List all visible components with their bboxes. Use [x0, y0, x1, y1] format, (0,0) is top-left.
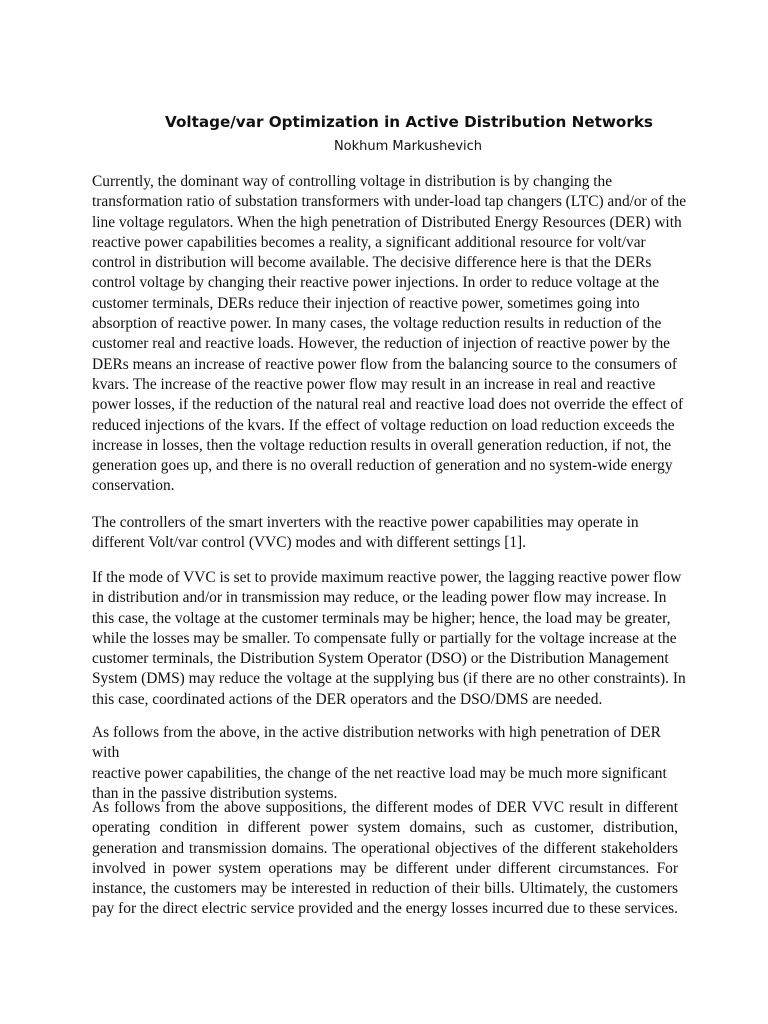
body-paragraph-3: If the mode of VVC is set to provide maximum reactive power, the lagging reactive power flow in distribution and/or in transmission may reduce, or the leading power flow may increase. In this case, the voltage at the customer terminals may be higher; hence, the load may be greater, while the losses may be smaller. To compensate fully or partially for the voltage increase at the customer terminals, the Distribution System Operator (DSO) or the Distribution Management System (DMS) may reduce the voltage at the supplying bus (if there are no other constraints). In this case, coordinated actions of the DER operators and the DSO/DMS are needed. [92, 569, 686, 708]
document-author: Nokhum Markushevich [333, 139, 483, 154]
body-paragraph-4: As follows from the above, in the active distribution networks with high penetration of DER with reactive power capabilities, the change of the net reactive load may be much more significant than in the passive distribution systems. [92, 724, 667, 802]
paragraph-line: As follows from the above suppositions, the different modes of DER VVC result in different [92, 799, 678, 816]
paragraph-line: involved in power system operations may be different under different circumstances. For [92, 859, 678, 877]
paragraph-line: operating condition in different power system domains, such as customer, distribution, [92, 819, 678, 837]
body-paragraph-5 [92, 798, 678, 920]
paragraph-line: pay for the direct electric service provided and the energy losses incurred due to these services. [92, 900, 678, 918]
body-paragraph-2: The controllers of the smart inverters with the reactive power capabilities may operate in different Volt/var control (VVC) modes and with different settings [1]. [92, 514, 639, 552]
body-paragraph-1: Currently, the dominant way of controlling voltage in distribution is by changing the transformation ratio of substation transformers with under-load tap changers (LTC) and/or of the line voltage regulators. When the high penetration of Distributed Energy Resources (DER) with reactive power capabilities becomes a reality, a significant additional resource for volt/var control in distribution will become available. The decisive difference here is that the DERs control voltage by changing their reactive power injections. In order to reduce voltage at the customer terminals, DERs reduce their injection of reactive power, sometimes going into absorption of reactive power. In many cases, the voltage reduction results in reduction of the customer real and reactive loads. However, the reduction of injection of reactive power by the DERs means an increase of reactive power flow from the balancing source to the consumers of kvars. The increase of the reactive power flow may result in an increase in real and reactive power losses, if the reduction of the natural real and reactive load does not override the effect of reduced injections of the kvars. If the effect of voltage reduction on load reduction exceeds the increase in losses, then the voltage reduction results in overall generation reduction, if not, the generation goes up, and there is no overall reduction of generation and no system-wide energy conservation. [92, 173, 687, 495]
paragraph-line: generation and transmission domains. The operational objectives of the different stakeholders [92, 839, 678, 857]
document-title: Voltage/var Optimization in Active Distribution Networks [165, 113, 653, 131]
paragraph-line: instance, the customers may be interested in reduction of their bills. Ultimately, the customers [92, 880, 678, 898]
